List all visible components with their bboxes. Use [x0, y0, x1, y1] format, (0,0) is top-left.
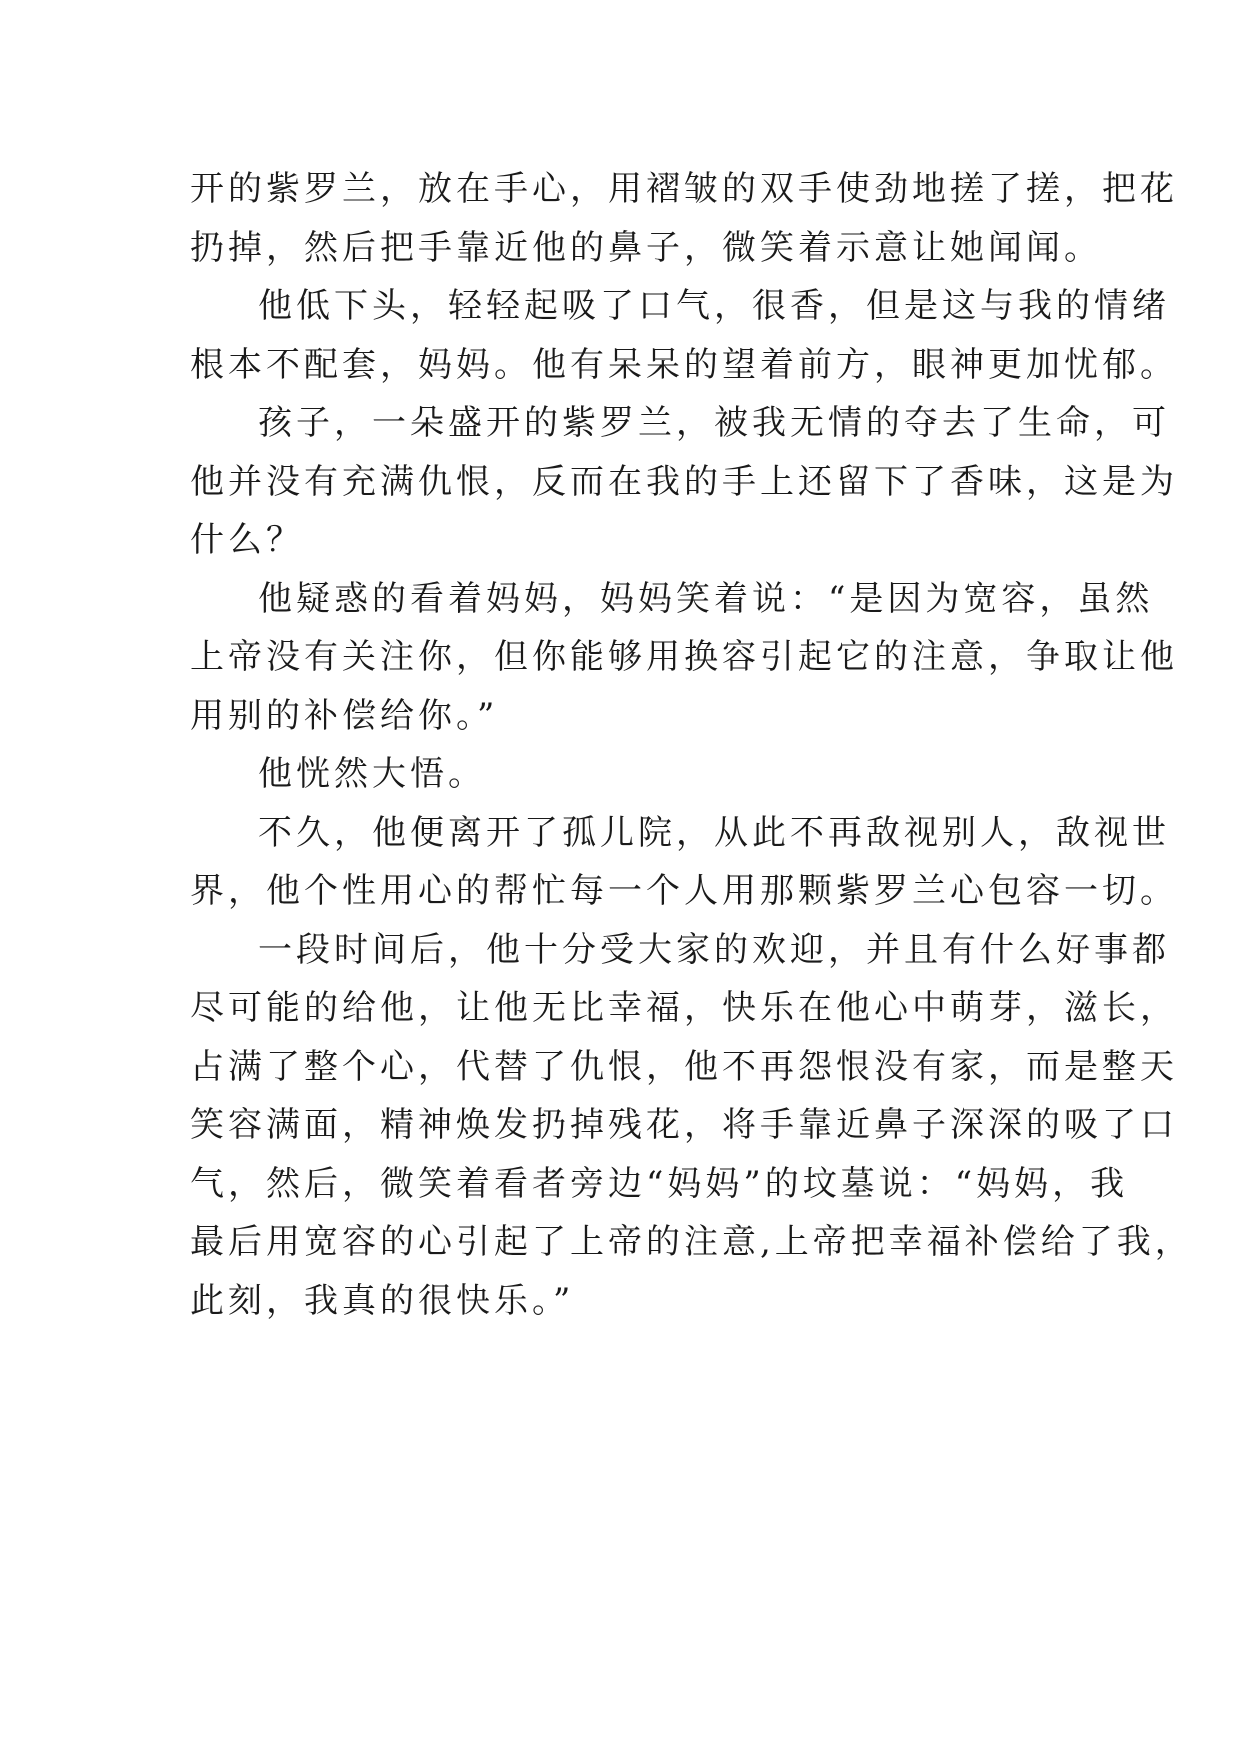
text-line: 他并没有充满仇恨，反而在我的手上还留下了香味，这是为	[190, 461, 1178, 502]
body-text	[190, 160, 1193, 1330]
paragraph-4	[190, 570, 1178, 746]
text-line: 不久，他便离开了孤儿院，从此不再敌视别人，敌视世	[258, 812, 1170, 853]
text-line: 尽可能的给他，让他无比幸福，快乐在他心中萌芽，滋长，	[190, 988, 1178, 1028]
paragraph-6	[190, 804, 1178, 921]
text-line: 他低下头，轻轻起吸了口气，很香，但是这与我的情绪	[258, 286, 1170, 326]
text-line: 他恍然大悟。	[258, 754, 486, 794]
text-line: 什么？	[190, 520, 304, 560]
text-line: 扔掉，然后把手靠近他的鼻子，微笑着示意让她闻闻。	[190, 227, 1102, 268]
text-line: 用别的补偿给你。”	[190, 695, 499, 736]
paragraph-7	[190, 921, 1193, 1331]
paragraph-1	[190, 160, 1178, 277]
text-line: 最后用宽容的心引起了上帝的注意,上帝把幸福补偿给了我，	[190, 1222, 1193, 1262]
text-line: 孩子，一朵盛开的紫罗兰，被我无情的夺去了生命，可	[258, 403, 1170, 443]
text-line: 界，他个性用心的帮忙每一个人用那颗紫罗兰心包容一切。	[190, 871, 1178, 911]
text-line: 根本不配套，妈妈。他有呆呆的望着前方，眼神更加忧郁。	[190, 344, 1178, 385]
text-line: 占满了整个心，代替了仇恨，他不再怨恨没有家，而是整天	[190, 1046, 1178, 1087]
paragraph-5	[190, 745, 1070, 804]
text-line: 开的紫罗兰，放在手心，用褶皱的双手使劲地搓了搓，把花	[190, 169, 1178, 209]
text-line: 一段时间后，他十分受大家的欢迎，并且有什么好事都	[258, 929, 1170, 970]
text-line: 气，然后，微笑着看者旁边“妈妈”的坟墓说：“妈妈，我	[190, 1163, 1129, 1204]
paragraph-3	[190, 394, 1178, 570]
paragraph-2	[190, 277, 1178, 394]
text-line: 笑容满面，精神焕发扔掉残花，将手靠近鼻子深深的吸了口	[190, 1105, 1178, 1145]
text-line: 上帝没有关注你，但你能够用换容引起它的注意，争取让他	[190, 637, 1178, 677]
text-line: 此刻，我真的很快乐。”	[190, 1280, 575, 1321]
text-line: 他疑惑的看着妈妈，妈妈笑着说：“是因为宽容，虽然	[258, 578, 1154, 619]
